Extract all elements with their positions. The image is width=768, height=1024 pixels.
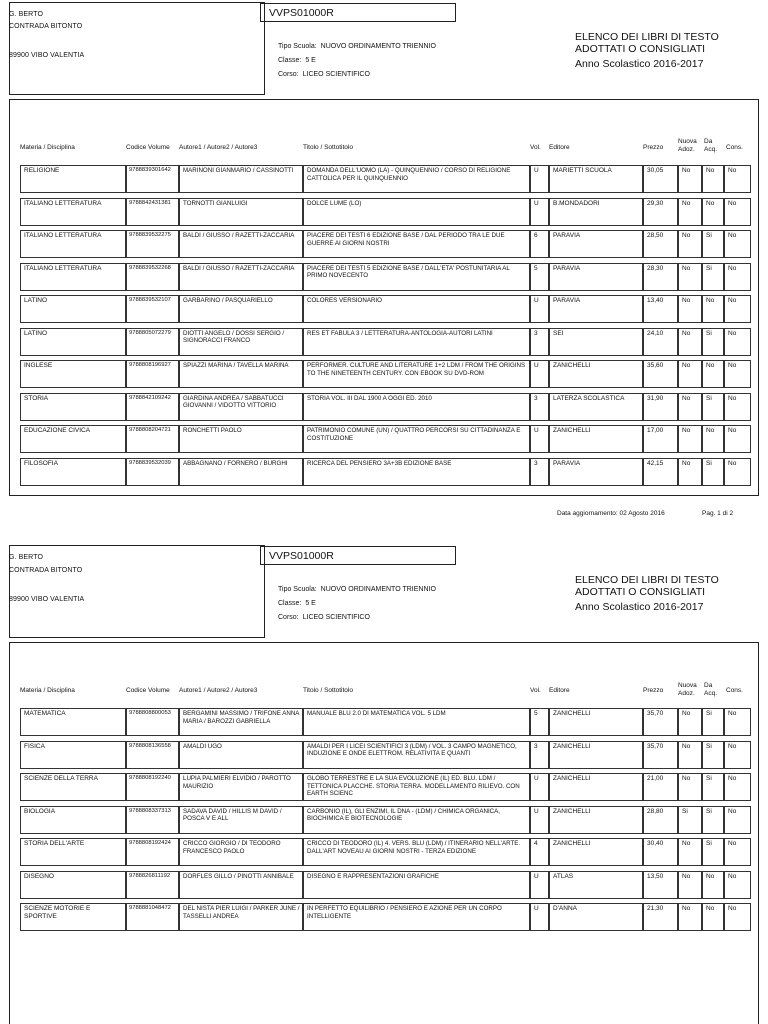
cell-prezzo: 21,00 [643, 773, 678, 801]
doc-title-line1: ELENCO DEI LIBRI DI TESTO [575, 31, 719, 43]
col-header-da-acq: Da Acq. [704, 682, 718, 697]
cell-codice: 9788839301642 [126, 165, 179, 193]
cell-da-acq: No [702, 425, 724, 453]
cell-editore: LATERZA SCOLASTICA [549, 393, 643, 421]
cell-titolo: PIACERE DEI TESTI 6 EDIZIONE BASE / DAL PERIODO TRA LE DUE GUERRE AI GIORNI NOSTRI [303, 230, 530, 258]
cell-da-acq: Si [702, 741, 724, 769]
cell-prezzo: 35,60 [643, 360, 678, 388]
cell-autori: DIOTTI ANGELO / DOSSI SERGIO / SIGNORACCI FRANCO [179, 328, 303, 356]
cell-codice: 9788839532107 [126, 295, 179, 323]
table-row [20, 741, 751, 769]
cell-autori: BERGAMINI MASSIMO / TRIFONE ANNA MARIA / BAROZZI GABRIELLA [179, 708, 303, 736]
cell-nuova-adoz: No [678, 360, 702, 388]
cell-editore: ZANICHELLI [549, 360, 643, 388]
cell-cons: No [724, 295, 751, 323]
cell-titolo: MANUALE BLU 2.0 DI MATEMATICA VOL. 5 LDM [303, 708, 530, 736]
table-row [20, 806, 751, 834]
cell-titolo: IN PERFETTO EQUILIBRIO / PENSIERO E AZIONE PER UN CORPO INTELLIGENTE [303, 903, 530, 931]
cell-materia: LATINO [20, 295, 126, 323]
cell-autori: MARINONI GIANMARIO / CASSINOTTI [179, 165, 303, 193]
table-row [20, 773, 751, 801]
cell-vol: U [530, 295, 549, 323]
school-street: CONTRADA BITONTO [9, 567, 83, 574]
school-code: VVPS01000R [260, 3, 456, 22]
cell-nuova-adoz: No [678, 230, 702, 258]
cell-prezzo: 24,10 [643, 328, 678, 356]
cell-codice: 9788842431381 [126, 198, 179, 226]
cell-da-acq: Si [702, 458, 724, 486]
cell-materia: ITALIANO LETTERATURA [20, 263, 126, 291]
col-header-titolo: Titolo / Sottotitolo [303, 144, 353, 151]
col-header-prezzo: Prezzo [643, 687, 664, 694]
col-header-nuova: Nuova Adoz. [678, 138, 697, 153]
cell-editore: ZANICHELLI [549, 806, 643, 834]
cell-vol: 3 [530, 393, 549, 421]
cell-autori: BALDI / GIUSSO / RAZETTI-ZACCARIA [179, 230, 303, 258]
cell-nuova-adoz: No [678, 903, 702, 931]
cell-nuova-adoz: No [678, 393, 702, 421]
cell-titolo: RES ET FABULA 3 / LETTERATURA-ANTOLOGIA-AUTORI LATINI [303, 328, 530, 356]
cell-autori: ABBAGNANO / FORNERO / BURGHI [179, 458, 303, 486]
col-header-vol: Vol. [530, 687, 541, 694]
course: Corso: LICEO SCIENTIFICO [278, 614, 370, 621]
cell-titolo: RICERCA DEL PENSIERO 3A+3B EDIZIONE BASE [303, 458, 530, 486]
cell-editore: ZANICHELLI [549, 838, 643, 866]
cell-materia: ITALIANO LETTERATURA [20, 230, 126, 258]
cell-editore: PARAVIA [549, 230, 643, 258]
cell-materia: SCIENZE MOTORIE E SPORTIVE [20, 903, 126, 931]
cell-vol: 5 [530, 263, 549, 291]
cell-cons: No [724, 871, 751, 899]
cell-autori: AMALDI UGO [179, 741, 303, 769]
cell-cons: No [724, 741, 751, 769]
col-header-materia: Materia / Disciplina [20, 144, 75, 151]
cell-titolo: CRICCO DI TEODORO (IL) 4. VERS. BLU (LDM) / ITINERARIO NELL'ARTE. DALL'ART NOVEAU AI GIORNI NOSTRI - TERZA EDIZIONE [303, 838, 530, 866]
table-row [20, 263, 751, 291]
cell-materia: SCIENZE DELLA TERRA [20, 773, 126, 801]
cell-da-acq: Si [702, 230, 724, 258]
cell-editore: PARAVIA [549, 458, 643, 486]
cell-editore: ZANICHELLI [549, 773, 643, 801]
cell-codice: 9788808800053 [126, 708, 179, 736]
cell-autori: RONCHETTI PAOLO [179, 425, 303, 453]
cell-autori: GIARDINA ANDREA / SABBATUCCI GIOVANNI / VIDOTTO VITTORIO [179, 393, 303, 421]
cell-nuova-adoz: No [678, 708, 702, 736]
cell-codice: 9788839532268 [126, 263, 179, 291]
cell-autori: CRICCO GIORGIO / DI TEODORO FRANCESCO PAOLO [179, 838, 303, 866]
cell-vol: U [530, 806, 549, 834]
cell-autori: SPIAZZI MARINA / TAVELLA MARINA [179, 360, 303, 388]
cell-materia: STORIA [20, 393, 126, 421]
cell-editore: D'ANNA [549, 903, 643, 931]
cell-materia: FILOSOFIA [20, 458, 126, 486]
cell-nuova-adoz: Si [678, 806, 702, 834]
col-header-editore: Editore [549, 687, 570, 694]
cell-titolo: PIACERE DEI TESTI 5 EDIZIONE BASE / DALL'ETA' POSTUNITARIA AL PRIMO NOVECENTO [303, 263, 530, 291]
school-code: VVPS01000R [260, 546, 456, 565]
cell-cons: No [724, 360, 751, 388]
cell-da-acq: No [702, 295, 724, 323]
table-row [20, 165, 751, 193]
cell-da-acq: Si [702, 328, 724, 356]
course: Corso: LICEO SCIENTIFICO [278, 71, 370, 78]
cell-prezzo: 29,30 [643, 198, 678, 226]
cell-vol: U [530, 903, 549, 931]
col-header-autori: Autore1 / Autore2 / Autore3 [179, 687, 258, 694]
col-header-editore: Editore [549, 144, 570, 151]
cell-codice: 9788808196927 [126, 360, 179, 388]
col-header-materia: Materia / Disciplina [20, 687, 75, 694]
cell-prezzo: 35,70 [643, 708, 678, 736]
cell-vol: 6 [530, 230, 549, 258]
cell-titolo: DISEGNO E RAPPRESENTAZIONI GRAFICHE [303, 871, 530, 899]
cell-da-acq: Si [702, 773, 724, 801]
cell-autori: DEL NISTA PIER LUIGI / PARKER JUNE / TASSELLI ANDREA [179, 903, 303, 931]
cell-codice: 9788881048472 [126, 903, 179, 931]
cell-vol: 3 [530, 328, 549, 356]
cell-vol: U [530, 165, 549, 193]
cell-materia: MATEMATICA [20, 708, 126, 736]
doc-title-line2: ADOTTATI O CONSIGLIATI [575, 43, 706, 55]
cell-vol: U [530, 871, 549, 899]
cell-codice: 9788808204721 [126, 425, 179, 453]
cell-autori: DORFLES GILLO / PINOTTI ANNIBALE [179, 871, 303, 899]
cell-prezzo: 21,30 [643, 903, 678, 931]
school-info-box [9, 545, 265, 638]
cell-nuova-adoz: No [678, 165, 702, 193]
cell-da-acq: No [702, 198, 724, 226]
school-type: Tipo Scuola: NUOVO ORDINAMENTO TRIENNIO [278, 43, 436, 50]
cell-autori: TORNOTTI GIANLUIGI [179, 198, 303, 226]
cell-codice: 9788808136558 [126, 741, 179, 769]
cell-autori: SADAVA DAVID / HILLIS M DAVID / POSCA V E ALL [179, 806, 303, 834]
cell-titolo: PATRIMONIO COMUNE (UN) / QUATTRO PERCORSI SU CITTADINANZA E COSTITUZIONE [303, 425, 530, 453]
table-row [20, 458, 751, 486]
cell-autori: GARBARINO / PASQUARIELLO [179, 295, 303, 323]
table-row [20, 295, 751, 323]
table-row [20, 838, 751, 866]
col-header-nuova: Nuova Adoz. [678, 682, 697, 697]
cell-vol: U [530, 425, 549, 453]
cell-cons: No [724, 165, 751, 193]
cell-editore: ATLAS [549, 871, 643, 899]
cell-nuova-adoz: No [678, 198, 702, 226]
cell-codice: 9788808337313 [126, 806, 179, 834]
table-row [20, 198, 751, 226]
cell-cons: No [724, 773, 751, 801]
cell-nuova-adoz: No [678, 295, 702, 323]
table-row [20, 360, 751, 388]
cell-prezzo: 13,40 [643, 295, 678, 323]
school-street: CONTRADA BITONTO [9, 23, 83, 30]
cell-codice: 9788839532039 [126, 458, 179, 486]
cell-materia: DISEGNO [20, 871, 126, 899]
cell-cons: No [724, 838, 751, 866]
cell-cons: No [724, 458, 751, 486]
cell-materia: EDUCAZIONE CIVICA [20, 425, 126, 453]
cell-titolo: STORIA VOL. III DAL 1900 A OGGI ED. 2010 [303, 393, 530, 421]
cell-vol: 3 [530, 741, 549, 769]
doc-title-line2: ADOTTATI O CONSIGLIATI [575, 586, 706, 598]
cell-titolo: AMALDI PER I LICEI SCIENTIFICI 3 (LDM) / VOL. 3 CAMPO MAGNETICO, INDUZIONE E ONDE ELETTROM. RELATIVITA E QUANTI [303, 741, 530, 769]
cell-nuova-adoz: No [678, 838, 702, 866]
cell-vol: 3 [530, 458, 549, 486]
cell-materia: ITALIANO LETTERATURA [20, 198, 126, 226]
school-city: 89900 VIBO VALENTIA [9, 596, 85, 603]
col-header-prezzo: Prezzo [643, 144, 664, 151]
col-header-codice: Codice Volume [126, 687, 170, 694]
col-header-cons: Cons. [726, 687, 743, 694]
cell-cons: No [724, 230, 751, 258]
col-header-codice: Codice Volume [126, 144, 170, 151]
cell-da-acq: No [702, 165, 724, 193]
cell-da-acq: Si [702, 708, 724, 736]
school-name: G. BERTO [9, 554, 43, 561]
cell-editore: B.MONDADORI [549, 198, 643, 226]
cell-prezzo: 17,00 [643, 425, 678, 453]
cell-materia: BIOLOGIA [20, 806, 126, 834]
table-row [20, 903, 751, 931]
cell-da-acq: No [702, 360, 724, 388]
cell-prezzo: 13,50 [643, 871, 678, 899]
cell-prezzo: 30,40 [643, 838, 678, 866]
doc-title-line1: ELENCO DEI LIBRI DI TESTO [575, 574, 719, 586]
cell-vol: U [530, 198, 549, 226]
cell-cons: No [724, 903, 751, 931]
cell-autori: BALDI / GIUSSO / RAZETTI-ZACCARIA [179, 263, 303, 291]
col-header-autori: Autore1 / Autore2 / Autore3 [179, 144, 258, 151]
cell-editore: ZANICHELLI [549, 741, 643, 769]
cell-da-acq: Si [702, 263, 724, 291]
cell-nuova-adoz: No [678, 458, 702, 486]
cell-titolo: GLOBO TERRESTRE E LA SUA EVOLUZIONE (IL) ED. BLU. LDM / TETTONICA PLACCHE. STORIA TERRA. MODELLAMENTO RILIEVO. CON EARTH SCIENC [303, 773, 530, 801]
cell-titolo: PERFORMER. CULTURE AND LITERATURE 1+2 LDM / FROM THE ORIGINS TO THE NINETEENTH CENTURY. CON EBOOK SU DVD-ROM [303, 360, 530, 388]
cell-editore: PARAVIA [549, 263, 643, 291]
table-row [20, 425, 751, 453]
cell-prezzo: 28,80 [643, 806, 678, 834]
cell-codice: 9788839532275 [126, 230, 179, 258]
cell-editore: ZANICHELLI [549, 708, 643, 736]
cell-da-acq: Si [702, 806, 724, 834]
cell-cons: No [724, 328, 751, 356]
col-header-da-acq: Da Acq. [704, 138, 718, 153]
school-year: Anno Scolastico 2016-2017 [575, 58, 704, 70]
cell-editore: SEI [549, 328, 643, 356]
cell-da-acq: Si [702, 838, 724, 866]
cell-da-acq: No [702, 903, 724, 931]
cell-cons: No [724, 708, 751, 736]
cell-autori: LUPIA PALMIERI ELVIDIO / PAROTTO MAURIZIO [179, 773, 303, 801]
class: Classe: 5 E [278, 57, 316, 64]
school-type: Tipo Scuola: NUOVO ORDINAMENTO TRIENNIO [278, 586, 436, 593]
cell-cons: No [724, 198, 751, 226]
cell-cons: No [724, 806, 751, 834]
table-row [20, 871, 751, 899]
update-date: Data aggiornamento: 02 Agosto 2016 [557, 510, 665, 517]
cell-cons: No [724, 263, 751, 291]
cell-editore: PARAVIA [549, 295, 643, 323]
cell-codice: 9788826811192 [126, 871, 179, 899]
school-name: G. BERTO [9, 11, 43, 18]
cell-vol: 5 [530, 708, 549, 736]
cell-prezzo: 35,70 [643, 741, 678, 769]
col-header-titolo: Titolo / Sottotitolo [303, 687, 353, 694]
cell-titolo: DOLCE LUME (LO) [303, 198, 530, 226]
school-city: 89900 VIBO VALENTIA [9, 52, 85, 59]
cell-prezzo: 28,30 [643, 263, 678, 291]
cell-materia: LATINO [20, 328, 126, 356]
cell-titolo: COLORES VERSIONARIO [303, 295, 530, 323]
table-row [20, 393, 751, 421]
cell-codice: 9788805072279 [126, 328, 179, 356]
cell-nuova-adoz: No [678, 741, 702, 769]
table-row [20, 708, 751, 736]
cell-titolo: DOMANDA DELL'UOMO (LA) - QUINQUENNIO / CORSO DI RELIGIONE CATTOLICA PER IL QUINQUENNIO [303, 165, 530, 193]
cell-nuova-adoz: No [678, 871, 702, 899]
cell-materia: FISICA [20, 741, 126, 769]
cell-nuova-adoz: No [678, 263, 702, 291]
cell-materia: INGLESE [20, 360, 126, 388]
cell-da-acq: No [702, 871, 724, 899]
cell-prezzo: 42,15 [643, 458, 678, 486]
cell-da-acq: Si [702, 393, 724, 421]
cell-cons: No [724, 393, 751, 421]
cell-cons: No [724, 425, 751, 453]
class: Classe: 5 E [278, 600, 316, 607]
cell-editore: MARIETTI SCUOLA [549, 165, 643, 193]
cell-prezzo: 30,05 [643, 165, 678, 193]
school-year: Anno Scolastico 2016-2017 [575, 601, 704, 613]
cell-titolo: CARBONIO (IL), GLI ENZIMI, IL DNA - (LDM) / CHIMICA ORGANICA, BIOCHIMICA E BIOTECNOLOGIE [303, 806, 530, 834]
cell-codice: 9788842109242 [126, 393, 179, 421]
cell-vol: U [530, 360, 549, 388]
page-number: Pag. 1 di 2 [702, 510, 734, 517]
table-row [20, 230, 751, 258]
cell-codice: 9788808192424 [126, 838, 179, 866]
cell-vol: 4 [530, 838, 549, 866]
school-info-box [9, 2, 265, 95]
col-header-vol: Vol. [530, 144, 541, 151]
cell-prezzo: 31,90 [643, 393, 678, 421]
cell-materia: STORIA DELL'ARTE [20, 838, 126, 866]
cell-nuova-adoz: No [678, 425, 702, 453]
cell-nuova-adoz: No [678, 773, 702, 801]
cell-vol: U [530, 773, 549, 801]
cell-nuova-adoz: No [678, 328, 702, 356]
cell-materia: RELIGIONE [20, 165, 126, 193]
cell-codice: 9788808192240 [126, 773, 179, 801]
table-row [20, 328, 751, 356]
col-header-cons: Cons. [726, 144, 743, 151]
cell-prezzo: 28,50 [643, 230, 678, 258]
cell-editore: ZANICHELLI [549, 425, 643, 453]
